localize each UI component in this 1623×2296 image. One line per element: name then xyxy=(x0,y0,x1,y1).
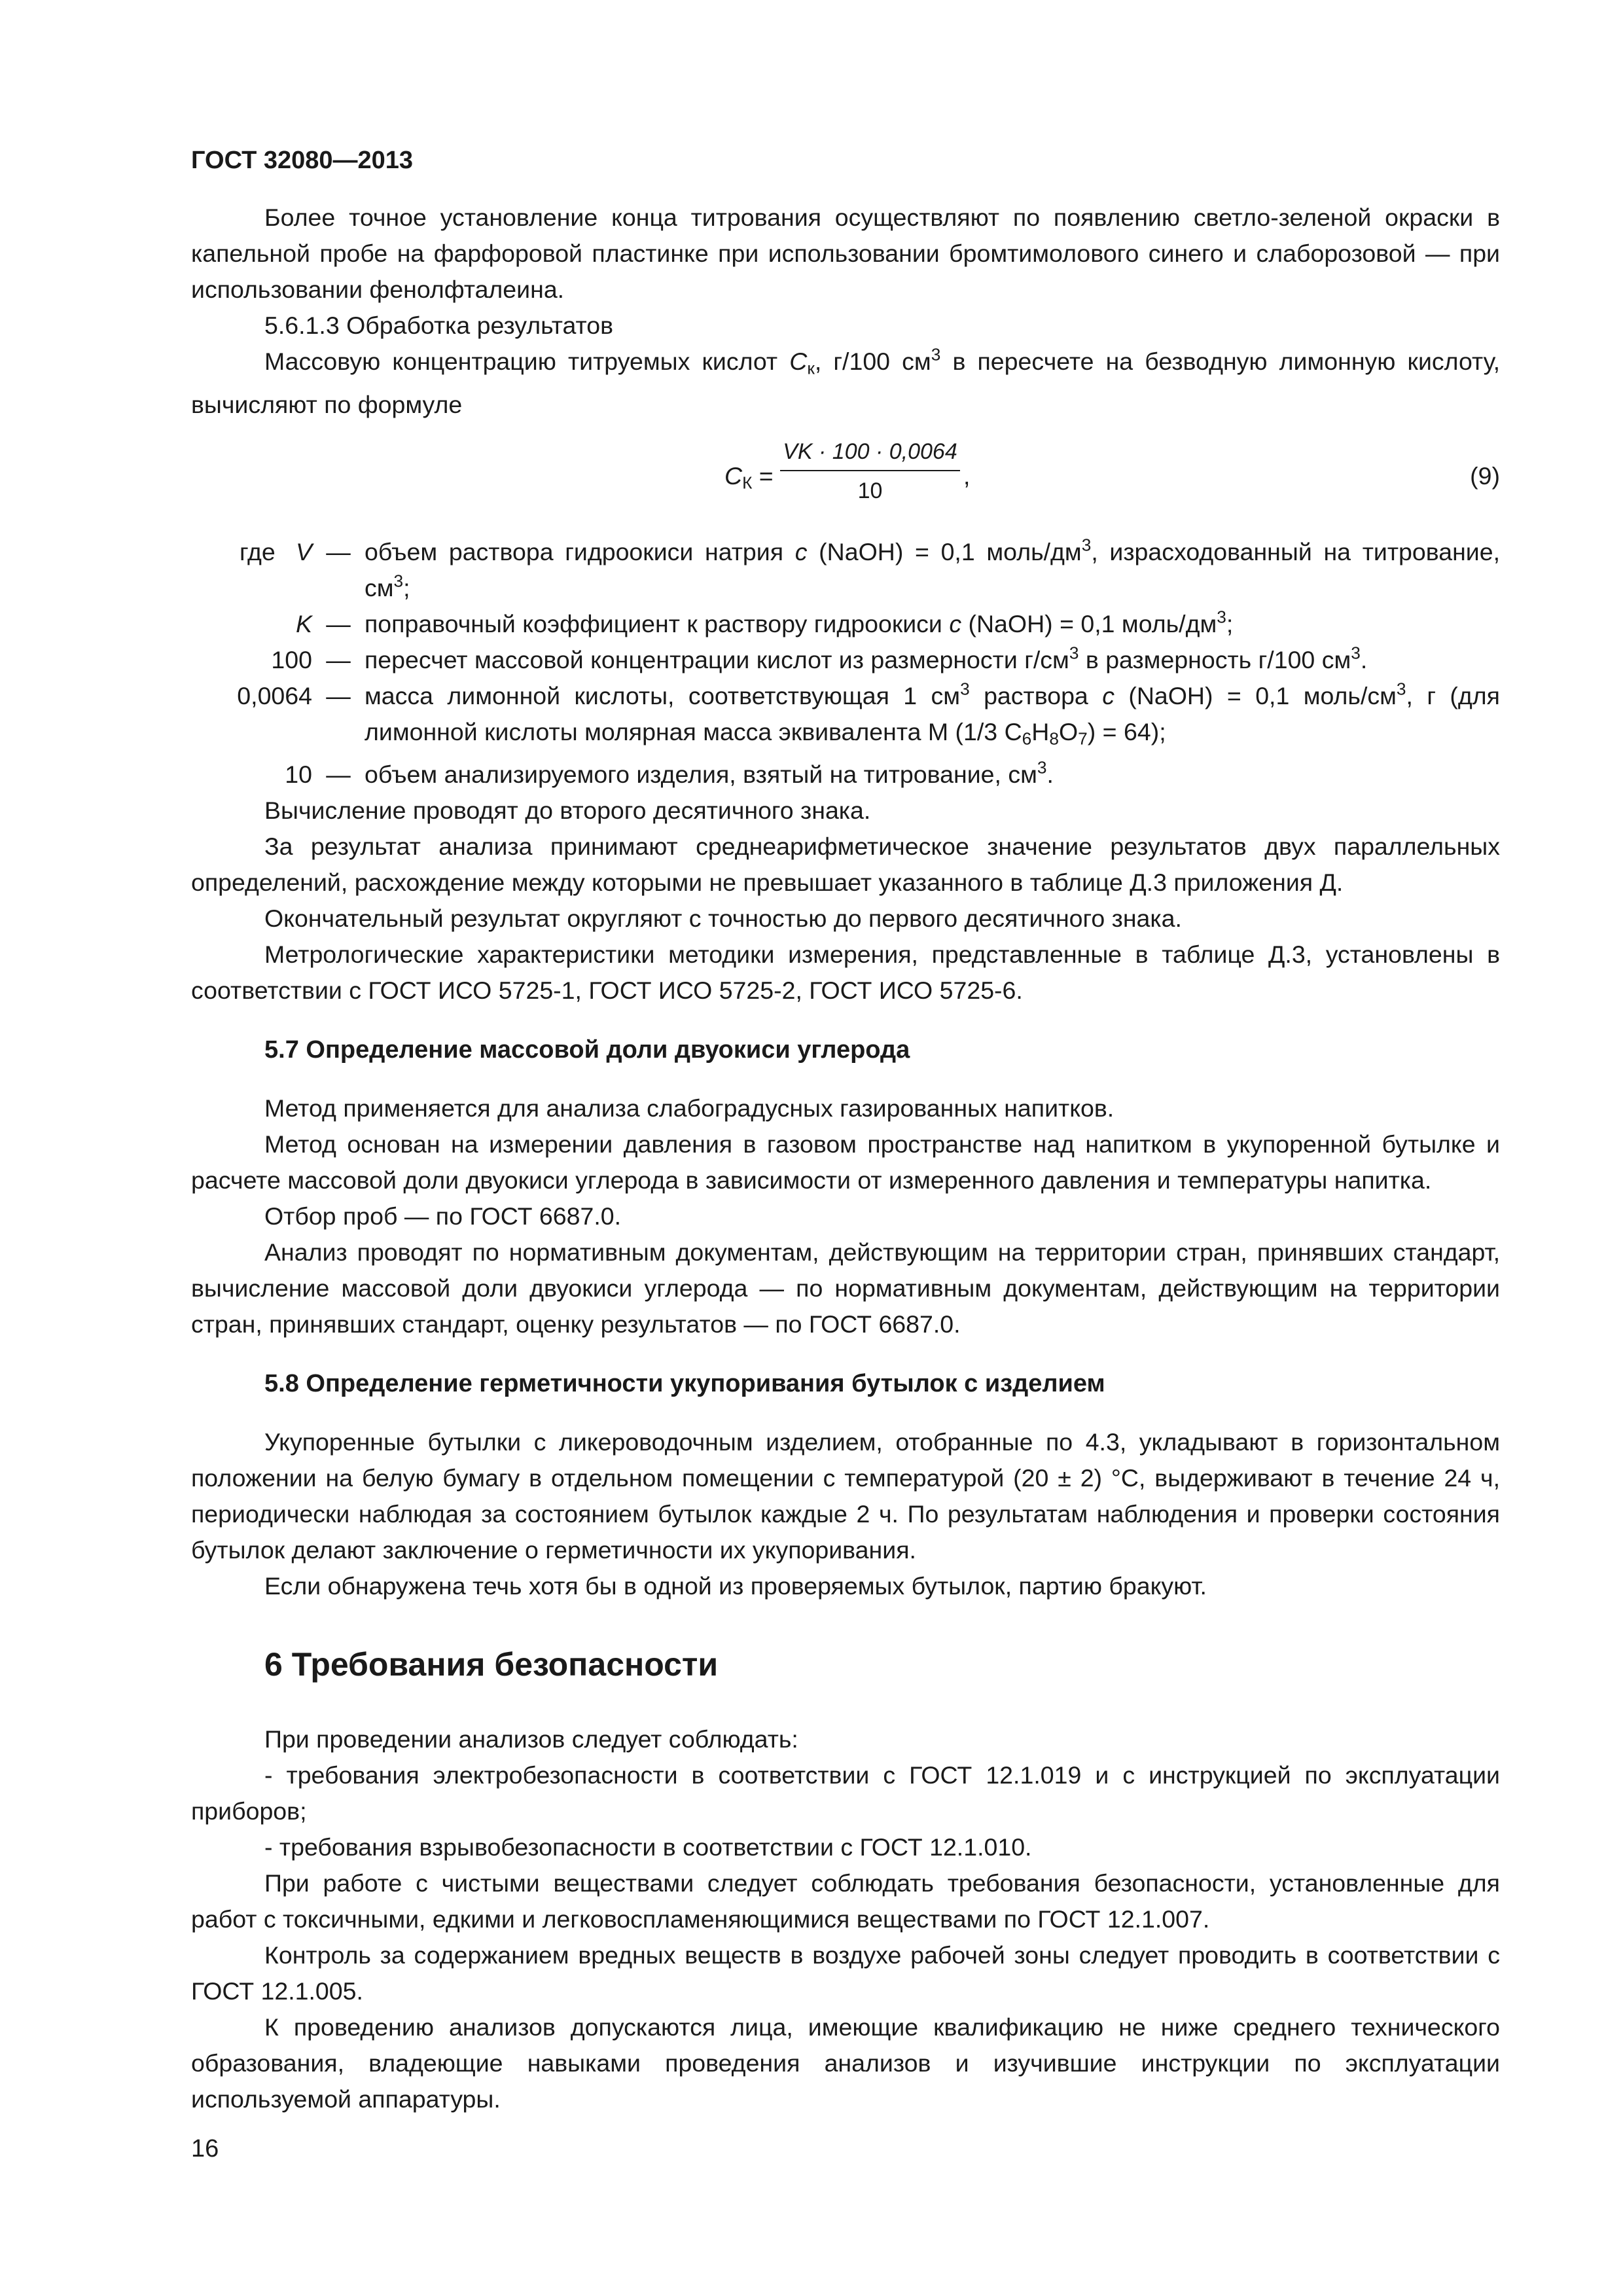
paragraph: Метод основан на измерении давления в газовом пространстве над напитком в укупоренной бутылке и расчете массовой доли двуокиси углерода в зависимости от измеренного давления и температуры напитка. xyxy=(191,1130,1500,1194)
paragraph: Отбор проб — по ГОСТ 6687.0. xyxy=(264,1202,622,1230)
paragraph: При проведении анализов следует соблюдать: xyxy=(264,1725,798,1753)
paragraph: Если обнаружена течь хотя бы в одной из проверяемых бутылок, партию бракуют. xyxy=(264,1572,1207,1600)
section-heading-5-7: 5.7 Определение массовой доли двуокиси углерода xyxy=(264,1036,910,1064)
definition-item: 0,0064 — масса лимонной кислоты, соответствующая 1 $см^3$ раствора c (NaOH) = 0,1 моль/$см^3$, г (для лимонной кислоты молярная масса эквивалента М (1/3 $C_6H_8O_7) = 64$); xyxy=(237,679,1500,749)
list-item: - требования электробезопасности в соответствии с ГОСТ 12.1.019 и с инструкцией по эксплуатации приборов; xyxy=(191,1761,1500,1825)
formula-9: $C_К$ = $\frac{VK \cdot 100 \cdot 0,0064}{10}$ , (9) xyxy=(191,436,1500,528)
paragraph: За результат анализа принимают среднеарифметическое значение результатов двух параллельных определений, расхождение между которыми не превышает указанного в таблице Д.3 приложения Д. xyxy=(191,833,1500,897)
section-heading-6: 6 Требования безопасности xyxy=(264,1646,719,1683)
symbol-definitions xyxy=(191,534,1500,793)
document-page xyxy=(191,147,1500,2117)
definition-item: где V — объем раствора гидроокиси натрия c (NaOH) = 0,1 моль/$дм^3$, израсходованный на титрование, $см^3$; xyxy=(239,535,1500,601)
paragraph-formula-intro: Массовую концентрацию титруемых кислот $C_к$, г/100 $см^3$ в пересчете на безводную лимонную кислоту, вычисляют по формуле xyxy=(191,344,1501,418)
section-heading-5-8: 5.8 Определение герметичности укупоривания бутылок с изделием xyxy=(264,1370,1105,1398)
formula-denominator: 10 xyxy=(857,478,883,503)
paragraph: Окончательный результат округляют с точностью до первого десятичного знака. xyxy=(264,905,1182,933)
document-header-code: ГОСТ 32080—2013 xyxy=(191,147,414,174)
paragraph: Вычисление проводят до второго десятичного знака. xyxy=(264,797,871,825)
definition-item: 100 — пересчет массовой концентрации кислот из размерности $г/см^3$ в размерность г/100 $см^3$. xyxy=(271,643,1368,673)
paragraph: Метрологические характеристики методики измерения, представленные в таблице Д.3, установлены в соответствии с ГОСТ ИСО 5725-1, ГОСТ ИСО 5725-2, ГОСТ ИСО 5725-6. xyxy=(191,941,1500,1005)
paragraph: Более точное установление конца титрования осуществляют по появлению светло-зеленой окраски в капельной пробе на фарфоровой пластинке при использовании бромтимолового синего и слаборозовой — при использовании фенолфталеина. xyxy=(191,204,1500,303)
formula-lhs: $C_К$ = xyxy=(724,461,774,493)
subsection-heading-5-6-1-3: 5.6.1.3 Обработка результатов xyxy=(264,312,614,339)
list-item: - требования взрывобезопасности в соответствии с ГОСТ 12.1.010. xyxy=(264,1833,1032,1861)
page-number: 16 xyxy=(191,2135,219,2162)
paragraph: Контроль за содержанием вредных веществ в воздухе рабочей зоны следует проводить в соответствии с ГОСТ 12.1.005. xyxy=(191,1941,1500,2005)
formula-number: (9) xyxy=(1470,461,1500,490)
paragraph: Укупоренные бутылки с ликероводочным изделием, отобранные по 4.3, укладывают в горизонтальном положении на белую бумагу в отдельном помещении с температурой (20 ± 2) °С, выдерживают в течение 24 ч, периодически наблюдая за состоянием бутылок каждые 2 ч. По результатам наблюдения и проверки состояния бутылок делают заключение о герметичности их укупоривания. xyxy=(191,1428,1500,1564)
paragraph: При работе с чистыми веществами следует соблюдать требования безопасности, установленные для работ с токсичными, едкими и легковоспламеняющимися веществами по ГОСТ 12.1.007. xyxy=(191,1869,1500,1933)
definition-item: K — поправочный коэффициент к раствору гидроокиси c (NaOH) = 0,1 моль/$дм^3$; xyxy=(295,607,1234,637)
formula-fraction xyxy=(780,436,960,507)
paragraph: Метод применяется для анализа слабоградусных газированных напитков. xyxy=(264,1094,1115,1122)
definition-item: 10 — объем анализируемого изделия, взятый на титрование, $см^3$. xyxy=(285,757,1054,789)
paragraph: К проведению анализов допускаются лица, имеющие квалификацию не ниже среднего технического образования, владеющие навыками проведения анализов и изучившие инструкции по эксплуатации используемой аппаратуры. xyxy=(191,2013,1500,2113)
paragraph: Анализ проводят по нормативным документам, действующим на территории стран, принявших стандарт, вычисление массовой доли двуокиси углерода — по нормативным документам, действующим на территории стран, принявших стандарт, оценку результатов — по ГОСТ 6687.0. xyxy=(191,1238,1500,1338)
formula-numerator: VK · 100 · 0,0064 xyxy=(780,436,960,471)
